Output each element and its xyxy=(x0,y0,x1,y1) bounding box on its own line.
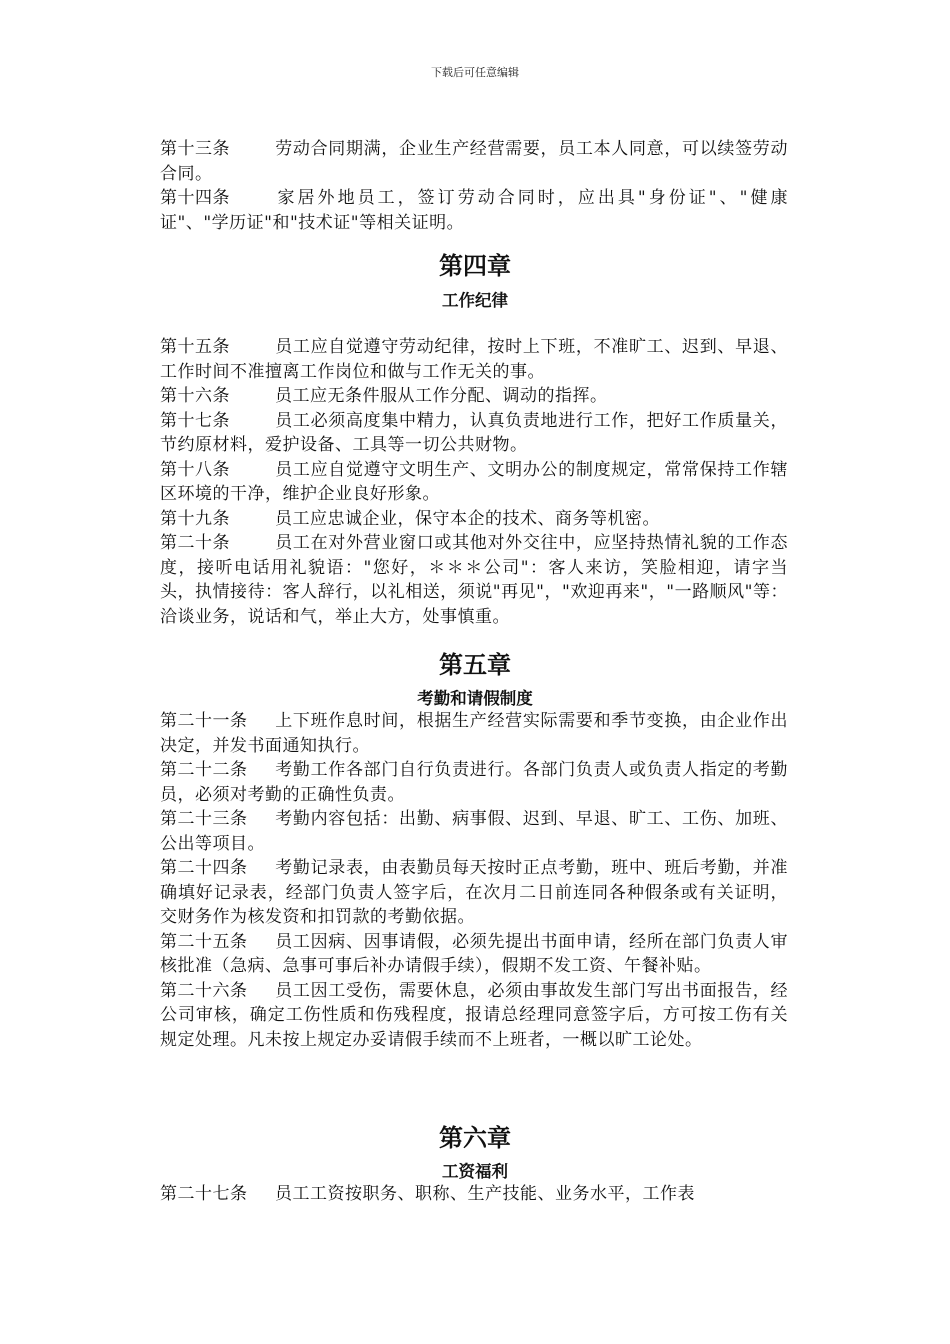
article-text: 家居外地员工，签订劳动合同时，应出具"身份证"、"健康证"、"学历证"和"技术证"等相关证明。 xyxy=(160,188,788,233)
article-text: 员工必须高度集中精力，认真负责地进行工作，把好工作质量关，节约原材料，爱护设备、工具等一切公共财物。 xyxy=(160,410,788,455)
article-number: 第二十七条 xyxy=(160,1184,248,1204)
article-number: 第二十四条 xyxy=(160,858,248,878)
chapter-subtitle: 工资福利 xyxy=(442,1162,508,1181)
chapter-title: 第五章 xyxy=(439,651,511,679)
article-number: 第十五条 xyxy=(160,337,230,357)
article-text: 考勤内容包括：出勤、病事假、迟到、早退、旷工、工伤、加班、公出等项目。 xyxy=(160,809,788,854)
article xyxy=(160,186,788,235)
article-number: 第十六条 xyxy=(160,386,230,406)
article-number: 第二十五条 xyxy=(160,931,248,952)
article xyxy=(160,409,788,458)
article-group-1 xyxy=(160,137,788,235)
article-number: 第二十一条 xyxy=(160,711,248,731)
article-text: 员工应自觉遵守劳动纪律，按时上下班，不准旷工、迟到、早退、工作时间不准擅离工作岗位和做与工作无关的事。 xyxy=(160,337,788,382)
chapter-title: 第四章 xyxy=(439,252,511,280)
article-number: 第十八条 xyxy=(160,459,230,480)
chapter-subtitle: 工作纪律 xyxy=(442,291,508,310)
article xyxy=(160,807,788,856)
article xyxy=(160,709,788,758)
chapter-subtitle: 考勤和请假制度 xyxy=(417,689,533,708)
article-text: 员工因工受伤，需要休息，必须由事故发生部门写出书面报告，经公司审核，确定工伤性质和伤残程度，报请总经理同意签字后，方可按工伤有关规定处理。凡未按上规定办妥请假手续而不上班者，一概以旷工论处。 xyxy=(160,980,788,1050)
article xyxy=(160,137,788,186)
article-number: 第二十二条 xyxy=(160,760,248,780)
article xyxy=(160,930,788,979)
article-text: 员工工资按职务、职称、生产技能、业务水平，工作表 xyxy=(275,1184,695,1204)
article-text: 员工在对外营业窗口或其他对外交往中，应坚持热情礼貌的工作态度，接听电话用礼貌语："您好，＊＊＊公司"：客人来访，笑脸相迎，请字当头，执情接待：客人辞行，以礼相送，须说"再见"，"欢迎再来"，"一路顺风"等：洽谈业务，说话和气，举止大方，处事慎重。 xyxy=(160,533,788,627)
article-text: 员工因病、因事请假，必须先提出书面申请，经所在部门负责人审核批准（急病、急事可事后补办请假手续），假期不发工资、午餐补贴。 xyxy=(160,931,788,976)
article xyxy=(160,1182,788,1207)
article xyxy=(160,979,788,1053)
article-number: 第十四条 xyxy=(160,188,230,208)
article-number: 第十七条 xyxy=(160,410,230,431)
article xyxy=(160,384,788,409)
article-text: 员工应自觉遵守文明生产、文明办公的制度规定，常常保持工作辖区环境的干净，维护企业良好形象。 xyxy=(160,459,788,504)
article-text: 考勤记录表，由表勤员每天按时正点考勤，班中、班后考勤，并准确填好记录表，经部门负责人签字后，在次月二日前连同各种假条或有关证明，交财务作为核发资和扣罚款的考勤依据。 xyxy=(160,858,788,927)
article-number: 第十三条 xyxy=(160,139,230,159)
chapter-title: 第六章 xyxy=(439,1124,511,1152)
page-header: 下载后可任意编辑 xyxy=(431,66,519,79)
article-text: 员工应忠诚企业，保守本企的技术、商务等机密。 xyxy=(275,508,660,529)
article xyxy=(160,758,788,807)
article-number: 第二十三条 xyxy=(160,809,248,829)
article-group-3 xyxy=(160,709,788,1052)
article xyxy=(160,507,788,532)
article xyxy=(160,458,788,507)
article xyxy=(160,335,788,384)
article-number: 第二十条 xyxy=(160,533,230,553)
article xyxy=(160,856,788,930)
article-text: 上下班作息时间，根据生产经营实际需要和季节变换，由企业作出决定，并发书面通知执行。 xyxy=(160,711,788,756)
article xyxy=(160,531,788,629)
article-group-4 xyxy=(160,1182,788,1207)
article-number: 第十九条 xyxy=(160,508,230,529)
article-number: 第二十六条 xyxy=(160,980,248,1001)
article-text: 员工应无条件服从工作分配、调动的指挥。 xyxy=(275,386,608,406)
article-text: 劳动合同期满，企业生产经营需要，员工本人同意，可以续签劳动合同。 xyxy=(160,139,788,184)
article-group-2 xyxy=(160,335,788,629)
article-text: 考勤工作各部门自行负责进行。各部门负责人或负责人指定的考勤员，必须对考勤的正确性负责。 xyxy=(160,760,788,805)
